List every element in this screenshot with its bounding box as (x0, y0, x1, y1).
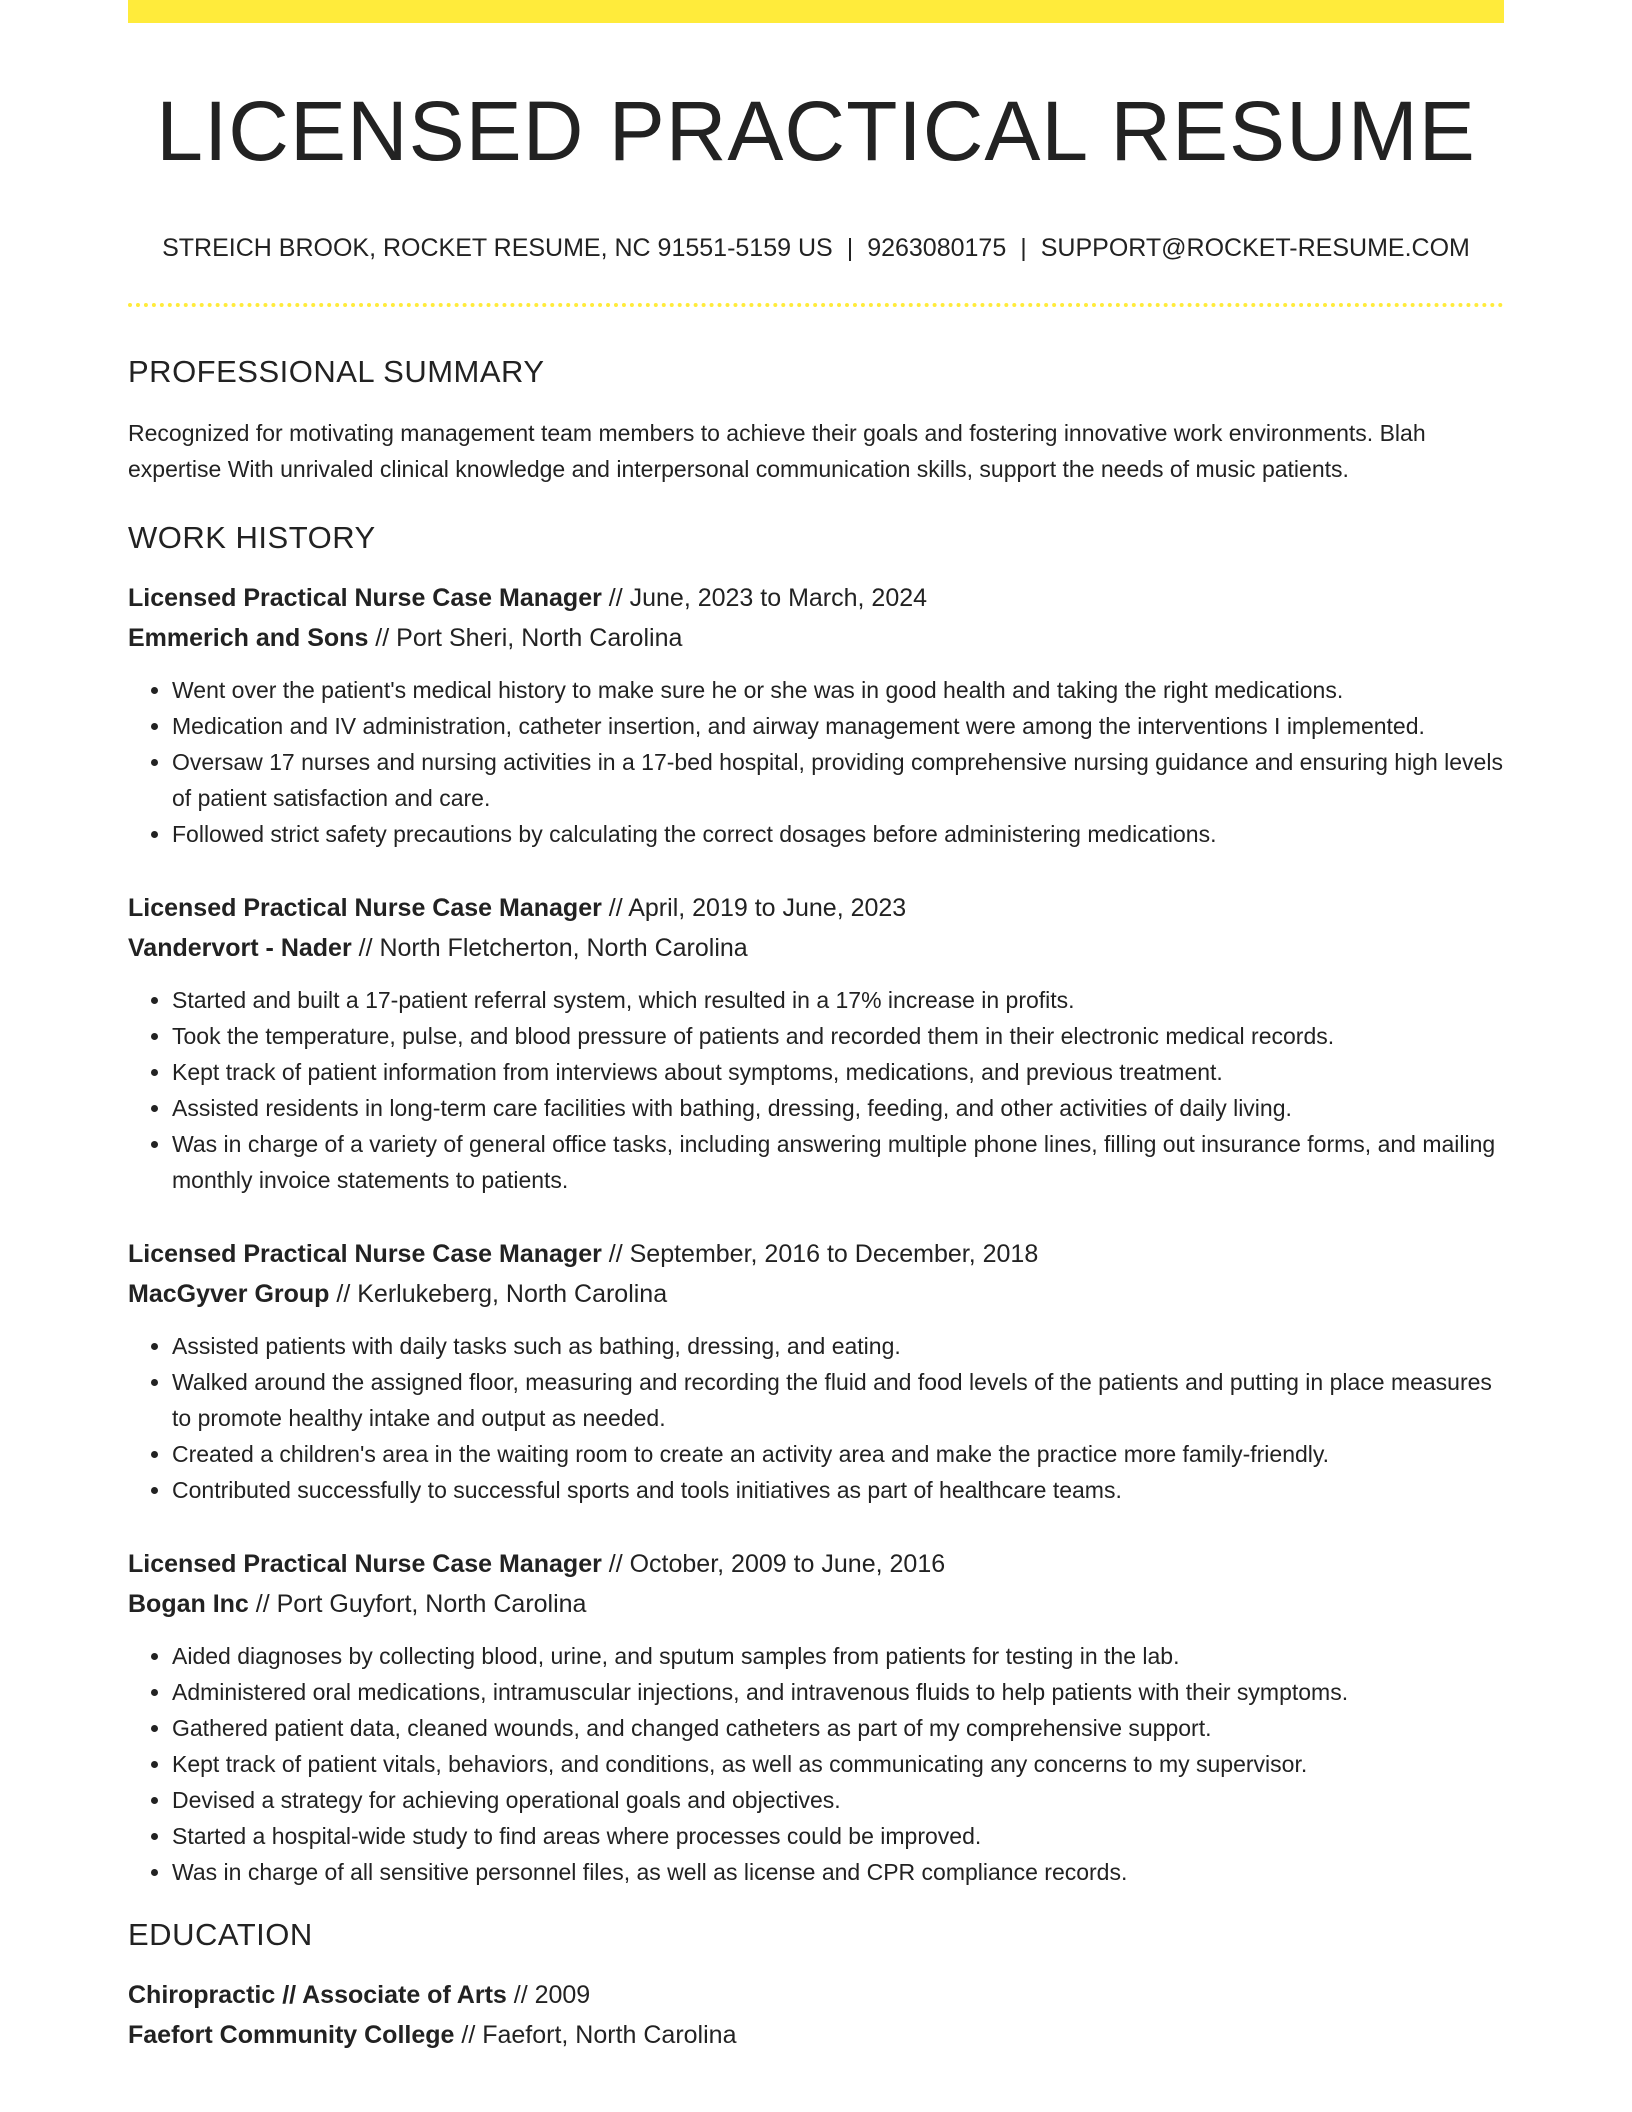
job-role-line (128, 578, 1504, 618)
job-location: // Port Sheri, North Carolina (368, 623, 683, 652)
job-bullets (128, 672, 1504, 852)
job-bullet: • Administered oral medications, intramuscular injections, and intravenous fluids to help patients with their symptoms. (172, 1674, 1504, 1710)
job-bullet: • Walked around the assigned floor, measuring and recording the fluid and food levels of the patients and putting in place measures to promote healthy intake and output as needed. (172, 1364, 1504, 1436)
job-bullet: • Assisted patients with daily tasks such as bathing, dressing, and eating. (172, 1328, 1504, 1364)
job-bullets (128, 1328, 1504, 1508)
job-location: // Port Guyfort, North Carolina (248, 1589, 587, 1618)
job-bullet: • Took the temperature, pulse, and blood pressure of patients and recorded them in their electronic medical records. (172, 1018, 1504, 1054)
job-entry (128, 578, 1504, 852)
resume-title: LICENSED PRACTICAL RESUME (156, 84, 1476, 178)
job-bullet: • Medication and IV administration, catheter insertion, and airway management were among the interventions I implemented. (172, 708, 1504, 744)
job-entry (128, 1544, 1504, 1890)
education-school: Faefort Community College (128, 2020, 455, 2049)
education-location: // Faefort, North Carolina (454, 2020, 737, 2049)
education-entry (128, 1975, 1504, 2055)
job-location: // North Fletcherton, North Carolina (351, 933, 748, 962)
job-company: MacGyver Group (128, 1279, 330, 1308)
contact-separator: | (1020, 234, 1027, 263)
job-role: Licensed Practical Nurse Case Manager (128, 893, 602, 922)
job-company: Vandervort - Nader (128, 933, 352, 962)
work-history-heading: WORK HISTORY (128, 519, 376, 555)
job-company: Bogan Inc (128, 1589, 249, 1618)
job-role: Licensed Practical Nurse Case Manager (128, 583, 602, 612)
job-company: Emmerich and Sons (128, 623, 369, 652)
job-bullet: • Aided diagnoses by collecting blood, urine, and sputum samples from patients for testing in the lab. (172, 1638, 1504, 1674)
summary-heading: PROFESSIONAL SUMMARY (128, 354, 545, 390)
job-bullet: • Gathered patient data, cleaned wounds, and changed catheters as part of my comprehensive support. (172, 1710, 1504, 1746)
job-bullet: • Kept track of patient information from interviews about symptoms, medications, and previous treatment. (172, 1054, 1504, 1090)
job-bullet: • Was in charge of a variety of general office tasks, including answering multiple phone lines, filling out insurance forms, and mailing monthly invoice statements to patients. (172, 1126, 1504, 1198)
job-company-line (128, 1274, 1504, 1314)
job-company-line (128, 928, 1504, 968)
contact-separator: | (846, 234, 854, 263)
job-role-line (128, 1544, 1504, 1584)
job-bullet: • Assisted residents in long-term care facilities with bathing, dressing, feeding, and other activities of daily living. (172, 1090, 1504, 1126)
job-company-line (128, 618, 1504, 658)
job-entry (128, 888, 1504, 1198)
job-dates: // September, 2016 to December, 2018 (601, 1239, 1039, 1268)
job-bullet: • Started and built a 17-patient referral system, which resulted in a 17% increase in profits. (172, 982, 1504, 1018)
contact-email[interactable]: SUPPORT@ROCKET-RESUME.COM (1040, 234, 1470, 263)
job-bullet: • Was in charge of all sensitive personnel files, as well as license and CPR compliance records. (172, 1854, 1504, 1890)
contact-address: STREICH BROOK, ROCKET RESUME, NC 91551-5159 US (162, 234, 833, 263)
education-heading: EDUCATION (128, 1916, 313, 1952)
job-bullet: • Followed strict safety precautions by calculating the correct dosages before administering medications. (172, 816, 1504, 852)
accent-bar (128, 0, 1504, 23)
job-dates: // April, 2019 to June, 2023 (601, 893, 907, 922)
education-school-line (128, 2015, 1504, 2055)
job-role-line (128, 1234, 1504, 1274)
job-bullet: • Contributed successfully to successful sports and tools initiatives as part of healthcare teams. (172, 1472, 1504, 1508)
summary-text: Recognized for motivating management team members to achieve their goals and fostering innovative work environments. Blah expertise With unrivaled clinical knowledge and interpersonal communication skills, support the needs of music patients. (128, 419, 1426, 482)
job-bullet: • Created a children's area in the waiting room to create an activity area and make the practice more family-friendly. (172, 1436, 1504, 1472)
job-entry (128, 1234, 1504, 1508)
job-bullet: • Oversaw 17 nurses and nursing activities in a 17-bed hospital, providing comprehensive nursing guidance and ensuring high levels of patient satisfaction and care. (172, 744, 1504, 816)
job-bullets (128, 1638, 1504, 1890)
education-degree: Chiropractic // Associate of Arts (128, 1980, 507, 2009)
job-dates: // June, 2023 to March, 2024 (601, 583, 928, 612)
job-role: Licensed Practical Nurse Case Manager (128, 1239, 602, 1268)
dotted-divider (128, 303, 1504, 307)
education-degree-line (128, 1975, 1504, 2015)
job-role: Licensed Practical Nurse Case Manager (128, 1549, 602, 1578)
job-bullet: • Kept track of patient vitals, behaviors, and conditions, as well as communicating any concerns to my supervisor. (172, 1746, 1504, 1782)
contact-phone[interactable]: 9263080175 (867, 234, 1007, 263)
job-location: // Kerlukeberg, North Carolina (329, 1279, 668, 1308)
resume-page (128, 0, 1504, 2055)
education-year: // 2009 (506, 1980, 591, 2009)
job-bullets (128, 982, 1504, 1198)
contact-line (128, 233, 1504, 263)
job-bullet: • Devised a strategy for achieving operational goals and objectives. (172, 1782, 1504, 1818)
job-bullet: • Went over the patient's medical history to make sure he or she was in good health and taking the right medications. (172, 672, 1504, 708)
job-role-line (128, 888, 1504, 928)
job-dates: // October, 2009 to June, 2016 (601, 1549, 946, 1578)
job-company-line (128, 1584, 1504, 1624)
job-bullet: • Started a hospital-wide study to find areas where processes could be improved. (172, 1818, 1504, 1854)
